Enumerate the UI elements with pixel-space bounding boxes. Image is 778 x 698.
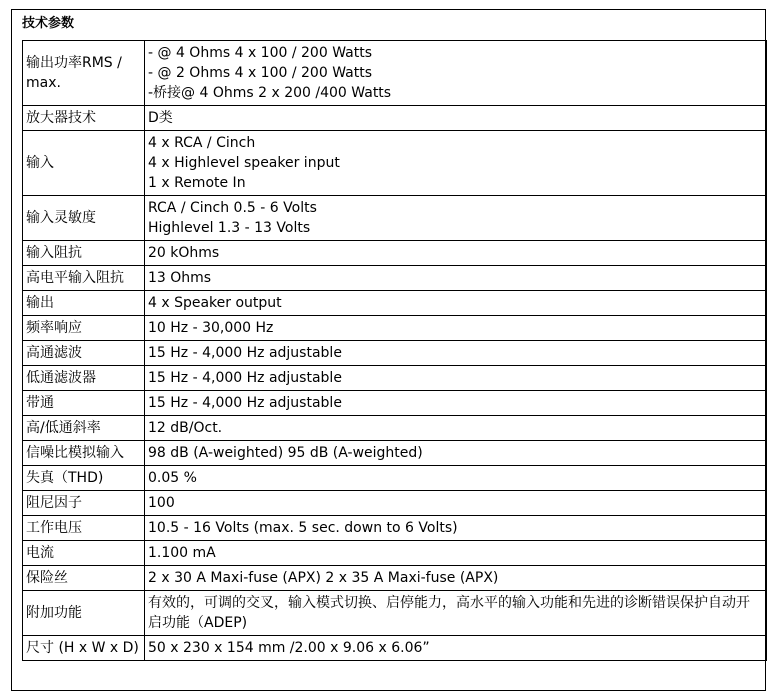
spec-value-line: 1 x Remote In <box>148 175 246 191</box>
spec-value <box>145 366 767 391</box>
spec-value <box>145 466 767 491</box>
spec-row <box>23 516 767 541</box>
spec-value-line: - @ 4 Ohms 4 x 100 / 200 Watts <box>148 45 372 61</box>
spec-value <box>145 131 767 196</box>
spec-label: 频率响应 <box>23 316 145 341</box>
document-frame <box>11 9 766 691</box>
spec-row <box>23 541 767 566</box>
spec-value <box>145 106 767 131</box>
spec-value-line: 50 x 230 x 154 mm /2.00 x 9.06 x 6.06” <box>148 640 430 656</box>
spec-value <box>145 516 767 541</box>
spec-label: 低通滤波器 <box>23 366 145 391</box>
spec-row <box>23 241 767 266</box>
spec-value-line: 15 Hz - 4,000 Hz adjustable <box>148 370 342 386</box>
spec-row <box>23 106 767 131</box>
spec-label: 放大器技术 <box>23 106 145 131</box>
spec-label: 信噪比模拟输入 <box>23 441 145 466</box>
spec-value-line: 13 Ohms <box>148 270 212 286</box>
spec-row <box>23 591 767 636</box>
spec-label: 阻尼因子 <box>23 491 145 516</box>
spec-row <box>23 491 767 516</box>
spec-value-line: 有效的，可调的交叉，输入模式切换、启停能力，高水平的输入功能和先进的诊断错误保护自动开启功能（ADEP) <box>148 595 750 631</box>
spec-row <box>23 196 767 241</box>
spec-value <box>145 441 767 466</box>
spec-value <box>145 541 767 566</box>
spec-value-line: 10 Hz - 30,000 Hz <box>148 320 274 336</box>
spec-value <box>145 241 767 266</box>
spec-value-line: 98 dB (A-weighted) 95 dB (A-weighted) <box>148 445 423 461</box>
spec-row <box>23 416 767 441</box>
spec-value-line: 4 x Speaker output <box>148 295 282 311</box>
spec-value-line: 15 Hz - 4,000 Hz adjustable <box>148 345 342 361</box>
spec-value-line: 4 x Highlevel speaker input <box>148 155 340 171</box>
spec-row <box>23 636 767 661</box>
spec-value-line: Highlevel 1.3 - 13 Volts <box>148 220 311 236</box>
section-title: 技术参数 <box>22 16 75 31</box>
spec-value-line: 1.100 mA <box>148 545 216 561</box>
spec-value-line: - @ 2 Ohms 4 x 100 / 200 Watts <box>148 65 372 81</box>
spec-label: 失真（THD) <box>23 466 145 491</box>
spec-label: 高电平输入阻抗 <box>23 266 145 291</box>
spec-value <box>145 291 767 316</box>
spec-value <box>145 636 767 661</box>
spec-row <box>23 341 767 366</box>
spec-label: 输出 <box>23 291 145 316</box>
spec-value <box>145 566 767 591</box>
spec-label: 尺寸 (H x W x D) <box>23 636 145 661</box>
spec-value-line: 10.5 - 16 Volts (max. 5 sec. down to 6 Volts) <box>148 520 458 536</box>
spec-label: 带通 <box>23 391 145 416</box>
spec-value <box>145 341 767 366</box>
spec-row <box>23 131 767 196</box>
spec-label: 电流 <box>23 541 145 566</box>
spec-value-line: 2 x 30 A Maxi-fuse (APX) 2 x 35 A Maxi-fuse (APX) <box>148 570 499 586</box>
spec-value-line: 15 Hz - 4,000 Hz adjustable <box>148 395 342 411</box>
spec-value <box>145 491 767 516</box>
spec-label: 高/低通斜率 <box>23 416 145 441</box>
spec-label: 附加功能 <box>23 591 145 636</box>
spec-label: 工作电压 <box>23 516 145 541</box>
spec-value-line: 12 dB/Oct. <box>148 420 223 436</box>
spec-value-line: 100 <box>148 495 175 511</box>
spec-label: 输入 <box>23 131 145 196</box>
spec-label: 保险丝 <box>23 566 145 591</box>
spec-row <box>23 566 767 591</box>
spec-label: 高通滤波 <box>23 341 145 366</box>
spec-value-line: -桥接@ 4 Ohms 2 x 200 /400 Watts <box>148 85 392 101</box>
spec-row <box>23 266 767 291</box>
spec-table <box>22 40 767 661</box>
spec-row <box>23 316 767 341</box>
spec-row <box>23 441 767 466</box>
spec-row <box>23 391 767 416</box>
spec-value <box>145 391 767 416</box>
spec-value-line: RCA / Cinch 0.5 - 6 Volts <box>148 200 317 216</box>
spec-value <box>145 41 767 106</box>
spec-label: 输入灵敏度 <box>23 196 145 241</box>
spec-table-body <box>23 41 767 661</box>
spec-label: 输出功率RMS / max. <box>23 41 145 106</box>
spec-value <box>145 316 767 341</box>
spec-row <box>23 291 767 316</box>
spec-row <box>23 466 767 491</box>
spec-value-line: 4 x RCA / Cinch <box>148 135 256 151</box>
spec-value-line: D类 <box>148 110 173 126</box>
spec-value <box>145 266 767 291</box>
spec-label: 输入阻抗 <box>23 241 145 266</box>
spec-value-line: 0.05 % <box>148 470 197 486</box>
spec-row <box>23 41 767 106</box>
spec-value-line: 20 kOhms <box>148 245 220 261</box>
spec-value <box>145 591 767 636</box>
spec-row <box>23 366 767 391</box>
spec-value <box>145 416 767 441</box>
spec-value <box>145 196 767 241</box>
